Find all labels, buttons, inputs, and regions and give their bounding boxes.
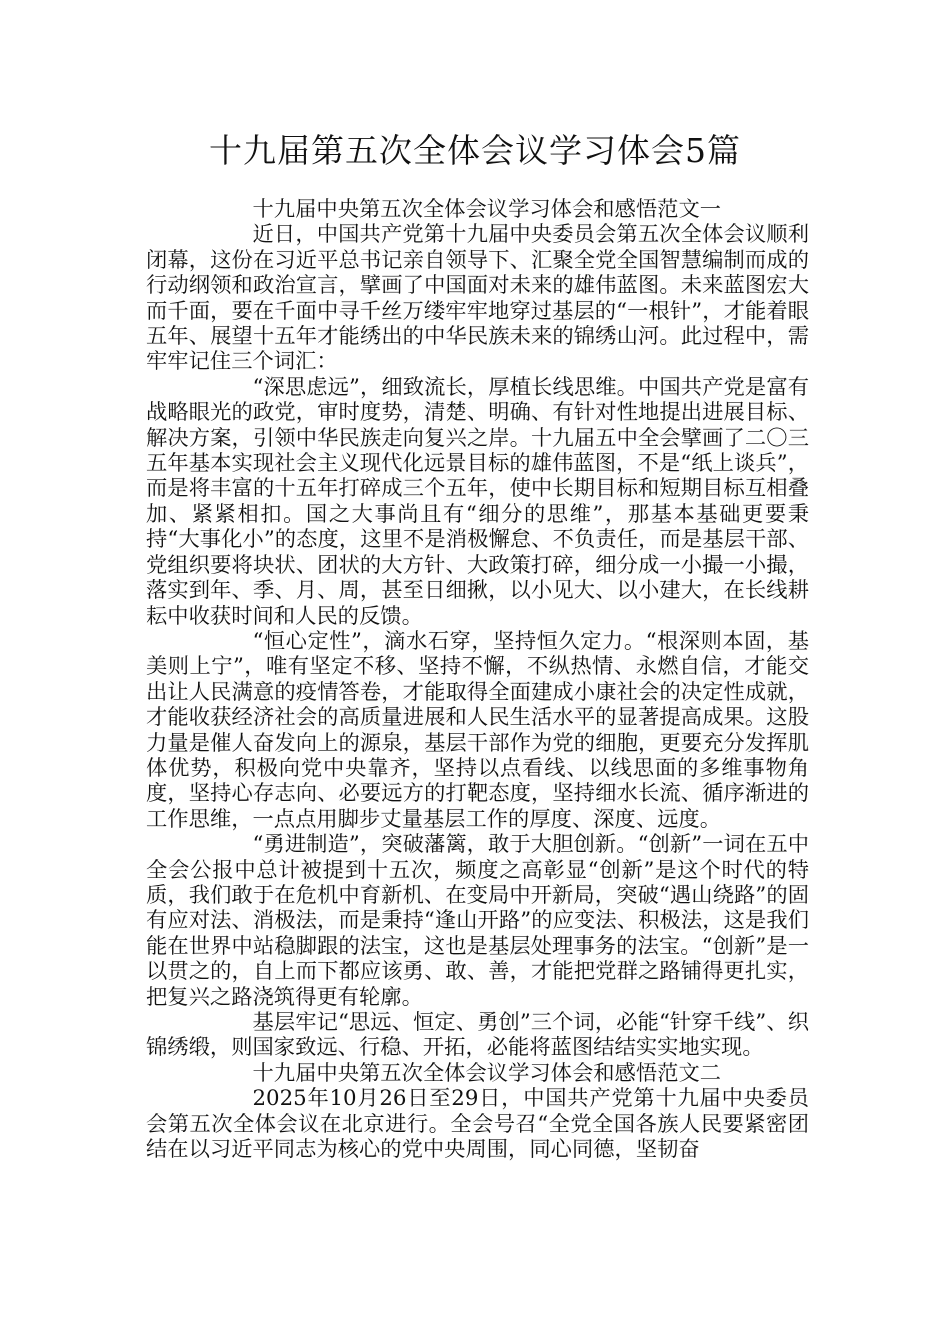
document-title: 十九届第五次全体会议学习体会5篇 <box>209 131 741 170</box>
paragraph: 2025年10月26日至29日，中国共产党第十九届中央委员会第五次全体会议在北京进行。全会号召“全党全国各族人民要紧密团结在以习近平同志为核心的党中央周围，同心同德，坚韧奋 <box>146 1086 809 1163</box>
section-heading: 十九届中央第五次全体会议学习体会和感悟范文一 <box>252 197 722 222</box>
paragraph: “勇进制造”，突破藩篱，敢于大胆创新。“创新”一词在五中全会公报中总计被提到十五次，频度之高彰显“创新”是这个时代的特质，我们敢于在危机中育新机、在变局中开新局，突破“遇山绕路”的固有应对法、消极法，而是秉持“逢山开路”的应变法、积极法，这是我们能在世界中站稳脚跟的法宝，这也是基层处理事务的法宝。“创新”是一以贯之的，自上而下都应该勇、敢、善，才能把党群之路铺得更扎实，把复兴之路浇筑得更有轮廓。 <box>146 832 809 1010</box>
document-body <box>146 197 809 1162</box>
paragraph: 近日，中国共产党第十九届中央委员会第五次全体会议顺利闭幕，这份在习近平总书记亲自领导下、汇聚全党全国智慧编制而成的行动纲领和政治宣言，擘画了中国面对未来的雄伟蓝图。未来蓝图宏大而千面，要在千面中寻千丝万缕牢牢地穿过基层的“一根针”，才能着眼五年、展望十五年才能绣出的中华民族未来的锦绣山河。此过程中，需牢牢记住三个词汇： <box>146 222 809 375</box>
section-heading: 十九届中央第五次全体会议学习体会和感悟范文二 <box>252 1060 722 1086</box>
paragraph: “恒心定性”，滴水石穿，坚持恒久定力。“根深则本固，基美则上宁”，唯有坚定不移、坚持不懈，不纵热情、永燃自信，才能交出让人民满意的疫情答卷，才能取得全面建成小康社会的决定性成就，才能收获经济社会的高质量进展和人民生活水平的显著提高成果。这股力量是催人奋发向上的源泉，基层干部作为党的细胞，更要充分发挥肌体优势，积极向党中央靠齐，坚持以点看线、以线思面的多维事物角度，坚持心存志向、必要远方的打靶态度，坚持细水长流、循序渐进的工作思维，一点点用脚步丈量基层工作的厚度、深度、远度。 <box>146 628 809 832</box>
paragraph: 基层牢记“思远、恒定、勇创”三个词，必能“针穿千线”、织锦绣缎，则国家致远、行稳、开拓，必能将蓝图结结实实地实现。 <box>146 1010 809 1061</box>
paragraph: “深思虑远”，细致流长，厚植长线思维。中国共产党是富有战略眼光的政党，审时度势，清楚、明确、有针对性地提出进展目标、解决方案，引领中华民族走向复兴之岸。十九届五中全会擘画了二〇三五年基本实现社会主义现代化远景目标的雄伟蓝图，不是“纸上谈兵”，而是将丰富的十五年打碎成三个五年，使中长期目标和短期目标互相叠加、紧紧相扣。国之大事尚且有“细分的思维”，那基本基础更要秉持“大事化小”的态度，这里不是消极懈怠、不负责任，而是基层干部、党组织要将块状、团状的大方针、大政策打碎，细分成一小撮一小撮，落实到年、季、月、周，甚至日细揪，以小见大、以小建大，在长线耕耘中收获时间和人民的反馈。 <box>146 374 809 629</box>
